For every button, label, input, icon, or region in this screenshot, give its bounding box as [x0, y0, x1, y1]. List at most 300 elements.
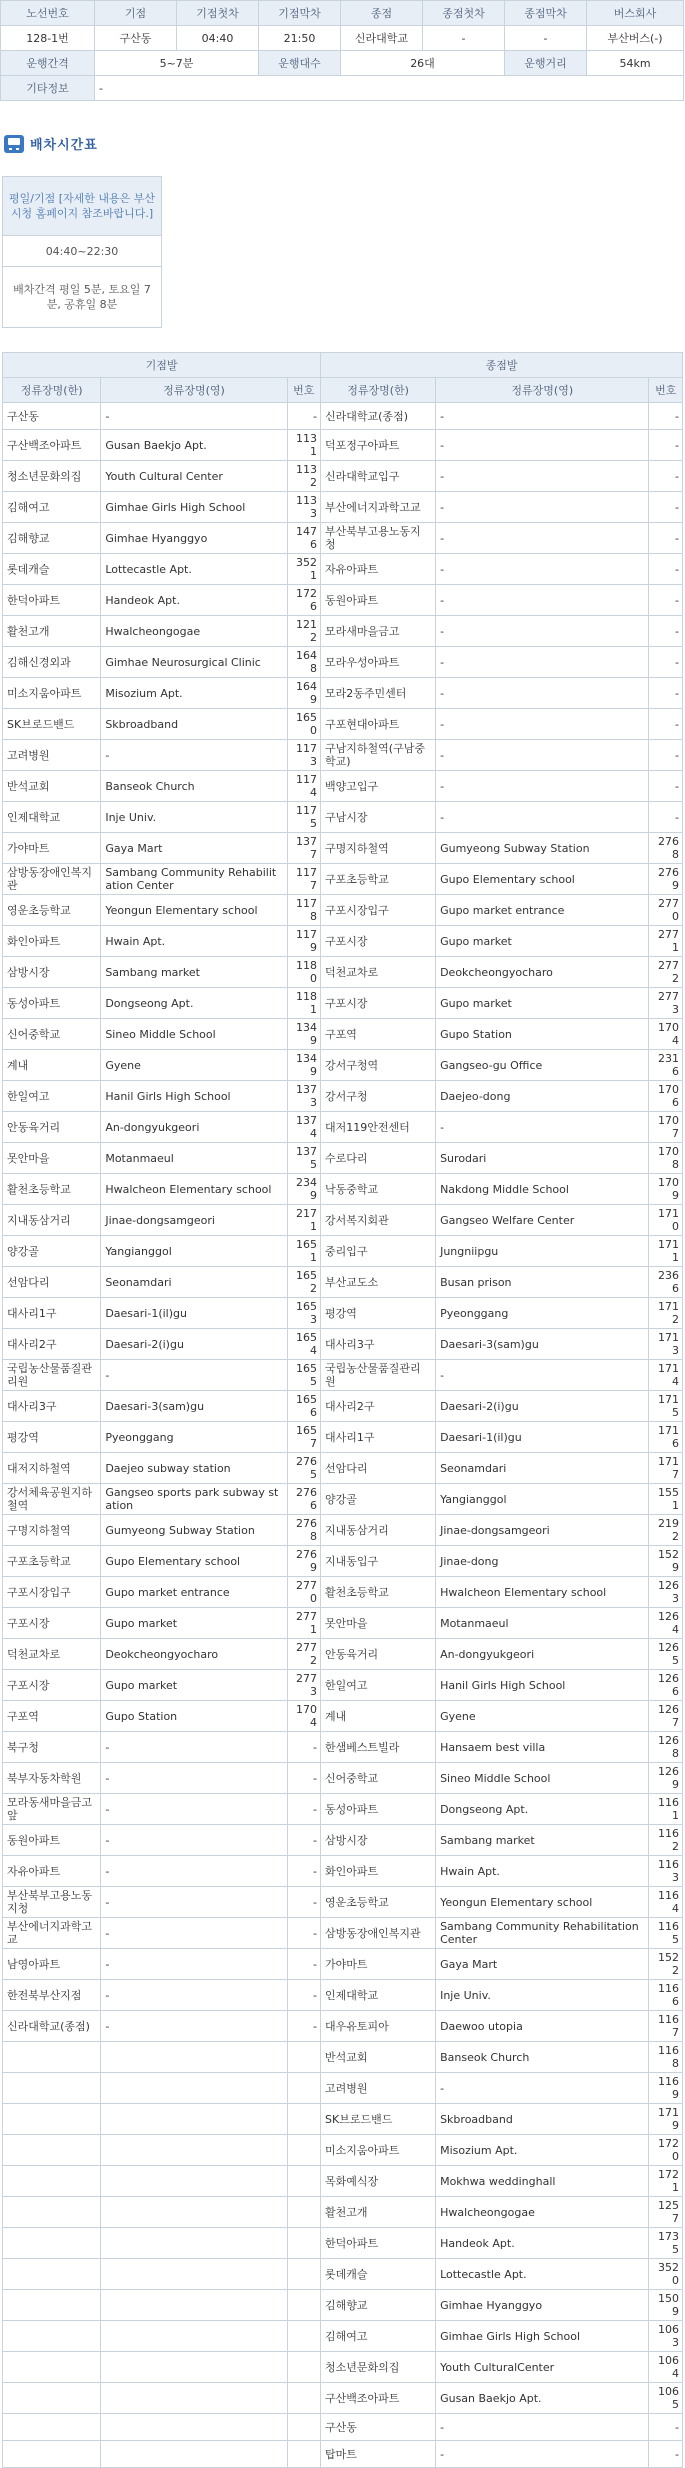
stop-name-kr: [3, 2441, 101, 2468]
stop-number: 1476: [287, 523, 320, 554]
stop-name-kr: 자유아파트: [3, 1856, 101, 1887]
stop-number: 1704: [287, 1701, 320, 1732]
stop-number: 1649: [287, 678, 320, 709]
header-bus-company: 버스회사: [587, 1, 684, 26]
stop-number: 1711: [649, 1236, 683, 1267]
stop-name-en: Mokhwa weddinghall: [436, 2166, 649, 2197]
table-row: [3, 1670, 683, 1701]
stop-name-kr: 덕포정구아파트: [321, 430, 436, 461]
stop-number: 1375: [287, 1143, 320, 1174]
stop-name-en: Misozium Apt.: [101, 678, 287, 709]
stop-name-kr: 고려병원: [321, 2073, 436, 2104]
stop-name-kr: 동성아파트: [3, 988, 101, 1019]
stop-number: 1522: [649, 1949, 683, 1980]
stop-name-kr: 구포시장입구: [3, 1577, 101, 1608]
stop-name-en: [101, 2352, 287, 2383]
stop-name-kr: 구포현대아파트: [321, 709, 436, 740]
stop-name-kr: 못안마을: [321, 1608, 436, 1639]
stop-name-kr: [3, 2228, 101, 2259]
stop-name-kr: 중리입구: [321, 1236, 436, 1267]
stop-name-en: Sambang Community Rehabilitation Center: [436, 1918, 649, 1949]
stop-name-en: Jinae-dong: [436, 1546, 649, 1577]
stop-name-en: Daesari-2(i)gu: [101, 1329, 287, 1360]
stop-number: -: [649, 492, 683, 523]
stop-name-kr: 미소지움아파트: [3, 678, 101, 709]
header-origin: 기점: [95, 1, 177, 26]
stop-name-en: -: [101, 1732, 287, 1763]
stop-name-en: Gupo market: [436, 926, 649, 957]
table-row: [3, 1980, 683, 2011]
table-row: [3, 1794, 683, 1825]
stop-name-kr: 반석교회: [321, 2042, 436, 2073]
stop-number: 1708: [649, 1143, 683, 1174]
stop-name-kr: 대사리3구: [3, 1391, 101, 1422]
stop-name-en: Nakdong Middle School: [436, 1174, 649, 1205]
stop-name-en: Daesari-3(sam)gu: [436, 1329, 649, 1360]
stop-number: [287, 2073, 320, 2104]
stop-number: 2770: [649, 895, 683, 926]
stop-name-en: Sineo Middle School: [101, 1019, 287, 1050]
stop-number: 1735: [649, 2228, 683, 2259]
stop-name-en: [101, 2228, 287, 2259]
value-origin-first: 04:40: [177, 26, 259, 51]
stop-name-kr: 구포시장: [321, 988, 436, 1019]
stop-name-kr: 롯데캐슬: [321, 2259, 436, 2290]
stop-name-kr: 구포역: [3, 1701, 101, 1732]
stop-name-en: [101, 2197, 287, 2228]
table-row: [3, 2441, 683, 2468]
stop-number: 1377: [287, 833, 320, 864]
stop-number: 1373: [287, 1081, 320, 1112]
stop-name-kr: 구포시장: [321, 926, 436, 957]
stop-name-kr: 가야마트: [321, 1949, 436, 1980]
stop-name-en: -: [101, 1825, 287, 1856]
table-row: [3, 895, 683, 926]
stop-number: 1714: [649, 1360, 683, 1391]
stop-name-kr: 영운초등학교: [3, 895, 101, 926]
stop-name-en: Motanmaeul: [436, 1608, 649, 1639]
stop-name-kr: 백양고입구: [321, 771, 436, 802]
table-row: [3, 1360, 683, 1391]
table-row: [3, 1577, 683, 1608]
stop-name-en: [101, 2441, 287, 2468]
stop-number: 2773: [649, 988, 683, 1019]
stop-name-kr: 국립농산물품질관리원: [321, 1360, 436, 1391]
stop-number: [287, 2259, 320, 2290]
schedule-title-text: 배차시간표: [30, 138, 98, 153]
stop-number: -: [287, 1825, 320, 1856]
stop-name-kr: 청소년문화의집: [3, 461, 101, 492]
table-row: [3, 1019, 683, 1050]
table-row: [3, 1608, 683, 1639]
stop-name-en: Jungniipgu: [436, 1236, 649, 1267]
stop-name-en: Hanil Girls High School: [101, 1081, 287, 1112]
stop-name-en: -: [436, 523, 649, 554]
stop-name-kr: 덕천교차로: [3, 1639, 101, 1670]
stop-number: 1162: [649, 1825, 683, 1856]
stop-name-kr: 구산동: [3, 403, 101, 430]
stop-name-en: Gupo market: [101, 1670, 287, 1701]
stop-number: 1706: [649, 1081, 683, 1112]
stop-name-en: -: [436, 2441, 649, 2468]
stop-number: [287, 2166, 320, 2197]
stop-number: 1716: [649, 1422, 683, 1453]
stop-name-en: Hwalcheongogae: [101, 616, 287, 647]
stop-name-kr: 신라대학교(종점): [3, 2011, 101, 2042]
stop-name-en: Gupo Elementary school: [101, 1546, 287, 1577]
stop-name-kr: 탑마트: [321, 2441, 436, 2468]
table-row: [3, 1918, 683, 1949]
table-row: [3, 1143, 683, 1174]
stop-name-en: Gupo market entrance: [101, 1577, 287, 1608]
table-row: [3, 2135, 683, 2166]
stop-name-kr: [3, 2290, 101, 2321]
col-header-no: 번호: [649, 378, 683, 403]
stop-number: [287, 2414, 320, 2441]
table-row: [3, 771, 683, 802]
stop-name-kr: 활천고개: [3, 616, 101, 647]
table-row: [3, 2352, 683, 2383]
stop-number: 1065: [649, 2383, 683, 2414]
stop-name-kr: 한일여고: [3, 1081, 101, 1112]
stop-name-kr: [3, 2197, 101, 2228]
stop-name-kr: 활천고개: [321, 2197, 436, 2228]
schedule-box: [2, 176, 162, 328]
stop-number: 1653: [287, 1298, 320, 1329]
stop-name-en: Sambang market: [436, 1825, 649, 1856]
stop-name-kr: 신라대학교입구: [321, 461, 436, 492]
stop-name-kr: [3, 2042, 101, 2073]
stop-name-kr: [3, 2259, 101, 2290]
stop-name-kr: 대저119안전센터: [321, 1112, 436, 1143]
stop-name-en: -: [436, 678, 649, 709]
stop-number: [287, 2228, 320, 2259]
stop-name-kr: SK브로드밴드: [321, 2104, 436, 2135]
route-info-value-row: [1, 26, 684, 51]
stop-name-kr: 한덕아파트: [321, 2228, 436, 2259]
table-row: [3, 2259, 683, 2290]
stop-name-kr: 구산백조아파트: [3, 430, 101, 461]
stop-name-kr: 한샘베스트빌라: [321, 1732, 436, 1763]
stop-name-en: Gusan Baekjo Apt.: [436, 2383, 649, 2414]
stop-name-kr: 구포초등학교: [3, 1546, 101, 1577]
stop-name-kr: 구포시장입구: [321, 895, 436, 926]
stop-name-en: -: [101, 403, 287, 430]
stop-number: -: [287, 1794, 320, 1825]
stop-name-kr: 구포시장: [3, 1670, 101, 1701]
stop-name-kr: 동원아파트: [321, 585, 436, 616]
stop-number: -: [649, 403, 683, 430]
stop-name-kr: 대사리2구: [321, 1391, 436, 1422]
stop-name-en: -: [101, 1980, 287, 2011]
col-header-kr: 정류장명(한): [321, 378, 436, 403]
stop-number: 1654: [287, 1329, 320, 1360]
stop-name-en: -: [101, 1918, 287, 1949]
table-row: [3, 461, 683, 492]
stop-name-kr: 지내동삼거리: [321, 1515, 436, 1546]
stop-number: -: [287, 1763, 320, 1794]
interval-label: 운행간격: [1, 51, 95, 76]
stop-name-en: -: [436, 771, 649, 802]
stop-name-en: Yeongun Elementary school: [101, 895, 287, 926]
stop-name-kr: [3, 2104, 101, 2135]
stop-name-en: [101, 2073, 287, 2104]
stop-number: [287, 2383, 320, 2414]
col-header-en: 정류장명(영): [101, 378, 287, 403]
stop-name-kr: 모라2동주민센터: [321, 678, 436, 709]
stop-number: -: [287, 1887, 320, 1918]
stop-name-kr: 평강역: [3, 1422, 101, 1453]
stop-name-en: Daewoo utopia: [436, 2011, 649, 2042]
stop-name-en: [101, 2166, 287, 2197]
stop-number: 2349: [287, 1174, 320, 1205]
stop-name-kr: 미소지움아파트: [321, 2135, 436, 2166]
stop-name-en: -: [436, 2073, 649, 2104]
stop-name-kr: 구포초등학교: [321, 864, 436, 895]
stop-name-kr: 강서체육공원지하철역: [3, 1484, 101, 1515]
stop-name-kr: 대사리1구: [321, 1422, 436, 1453]
distance-value: 54km: [587, 51, 684, 76]
stop-name-en: Banseok Church: [101, 771, 287, 802]
header-terminus-last: 종점막차: [505, 1, 587, 26]
stop-name-en: Sambang Community Rehabilitation Center: [101, 864, 287, 895]
stop-number: 1551: [649, 1484, 683, 1515]
stop-number: 1257: [649, 2197, 683, 2228]
stop-number: 3521: [287, 554, 320, 585]
stop-name-en: -: [436, 403, 649, 430]
value-terminus-first: -: [423, 26, 505, 51]
stop-name-kr: 모라우성아파트: [321, 647, 436, 678]
table-row: [3, 1701, 683, 1732]
stop-name-kr: 신라대학교(종점): [321, 403, 436, 430]
stop-number: -: [649, 616, 683, 647]
stop-number: 1163: [649, 1856, 683, 1887]
stop-name-en: Pyeonggang: [436, 1298, 649, 1329]
table-row: [3, 1298, 683, 1329]
stop-name-kr: 구산백조아파트: [321, 2383, 436, 2414]
stop-number: [287, 2135, 320, 2166]
table-row: [3, 802, 683, 833]
stop-number: [287, 2441, 320, 2468]
stop-number: 3520: [649, 2259, 683, 2290]
stop-name-en: -: [436, 709, 649, 740]
table-row: [3, 2321, 683, 2352]
stops-table: [2, 352, 683, 2468]
route-info-header-row: [1, 1, 684, 26]
stop-name-en: Deokcheongyocharo: [101, 1639, 287, 1670]
stop-name-en: Gangseo Welfare Center: [436, 1205, 649, 1236]
stop-name-en: Dongseong Apt.: [101, 988, 287, 1019]
stop-name-kr: 한덕아파트: [3, 585, 101, 616]
stop-name-kr: 부산에너지과학고교: [3, 1918, 101, 1949]
table-row: [3, 1205, 683, 1236]
stop-number: 1263: [649, 1577, 683, 1608]
stop-name-en: Sambang market: [101, 957, 287, 988]
stop-name-kr: 가야마트: [3, 833, 101, 864]
stop-number: 1704: [649, 1019, 683, 1050]
stop-number: 1717: [649, 1453, 683, 1484]
stop-name-kr: 한일여고: [321, 1670, 436, 1701]
stop-name-kr: 롯데캐슬: [3, 554, 101, 585]
stop-number: 1169: [649, 2073, 683, 2104]
stop-number: [287, 2290, 320, 2321]
stop-number: 1349: [287, 1019, 320, 1050]
stop-number: 2770: [287, 1577, 320, 1608]
stop-name-en: Gangseo-gu Office: [436, 1050, 649, 1081]
stop-name-en: -: [436, 616, 649, 647]
stop-name-en: Gimhae Hyanggyo: [101, 523, 287, 554]
schedule-time: 04:40~22:30: [3, 236, 162, 267]
route-info-stats-row: [1, 51, 684, 76]
col-header-no: 번호: [287, 378, 320, 403]
stop-name-en: -: [436, 802, 649, 833]
table-row: [3, 678, 683, 709]
stop-name-kr: 계내: [321, 1701, 436, 1732]
stop-number: -: [649, 585, 683, 616]
etc-value: -: [95, 76, 684, 101]
stop-number: 1726: [287, 585, 320, 616]
stop-name-en: -: [101, 2011, 287, 2042]
stop-name-en: Daesari-2(i)gu: [436, 1391, 649, 1422]
table-row: [3, 740, 683, 771]
stop-number: 1707: [649, 1112, 683, 1143]
stop-number: 1212: [287, 616, 320, 647]
stop-number: -: [287, 403, 320, 430]
stop-number: -: [287, 2011, 320, 2042]
stop-name-kr: 고려병원: [3, 740, 101, 771]
stop-name-kr: 구포시장: [3, 1608, 101, 1639]
stop-name-en: Youth Cultural Center: [101, 461, 287, 492]
stop-name-kr: 대사리1구: [3, 1298, 101, 1329]
stop-name-kr: 삼방시장: [3, 957, 101, 988]
table-row: [3, 2197, 683, 2228]
stop-name-kr: 인제대학교: [3, 802, 101, 833]
stop-number: -: [287, 1732, 320, 1763]
stop-name-en: Gupo Elementary school: [436, 864, 649, 895]
stop-number: 2771: [287, 1608, 320, 1639]
stop-name-en: -: [436, 461, 649, 492]
stop-number: 2171: [287, 1205, 320, 1236]
table-row: [3, 1856, 683, 1887]
route-info-etc-row: [1, 76, 684, 101]
stop-name-en: Lottecastle Apt.: [436, 2259, 649, 2290]
stop-number: 2769: [287, 1546, 320, 1577]
stop-name-kr: 부산북부고용노동지청: [3, 1887, 101, 1918]
stop-name-kr: [3, 2135, 101, 2166]
stop-number: [287, 2352, 320, 2383]
stop-name-kr: 대저지하철역: [3, 1453, 101, 1484]
stop-name-kr: 화인아파트: [3, 926, 101, 957]
stop-name-en: Gimhae Hyanggyo: [436, 2290, 649, 2321]
stop-number: 1652: [287, 1267, 320, 1298]
stop-name-en: Seonamdari: [436, 1453, 649, 1484]
stop-name-en: [101, 2321, 287, 2352]
stop-name-en: Hansaem best villa: [436, 1732, 649, 1763]
header-route-number: 노선번호: [1, 1, 95, 26]
stop-number: -: [649, 2441, 683, 2468]
table-row: [3, 1112, 683, 1143]
stop-name-kr: 구명지하철역: [321, 833, 436, 864]
stop-name-kr: 구남시장: [321, 802, 436, 833]
stop-name-en: -: [101, 1887, 287, 1918]
stop-name-en: Hwalcheon Elementary school: [101, 1174, 287, 1205]
table-row: [3, 1236, 683, 1267]
stop-number: -: [649, 740, 683, 771]
stop-name-en: Gumyeong Subway Station: [436, 833, 649, 864]
stop-number: 1266: [649, 1670, 683, 1701]
stop-number: 1133: [287, 492, 320, 523]
stop-number: 1178: [287, 895, 320, 926]
stop-name-en: Skbroadband: [101, 709, 287, 740]
stop-name-kr: 신어중학교: [3, 1019, 101, 1050]
stop-number: -: [649, 678, 683, 709]
stop-name-en: -: [101, 1360, 287, 1391]
table-row: [3, 2011, 683, 2042]
col-header-kr: 정류장명(한): [3, 378, 101, 403]
stop-name-en: -: [436, 585, 649, 616]
stop-number: -: [649, 647, 683, 678]
stop-number: [287, 2321, 320, 2352]
count-value: 26대: [341, 51, 505, 76]
stop-number: 1374: [287, 1112, 320, 1143]
value-origin-last: 21:50: [259, 26, 341, 51]
stop-number: 1265: [649, 1639, 683, 1670]
stop-number: 1063: [649, 2321, 683, 2352]
table-row: [3, 1081, 683, 1112]
stop-number: 1710: [649, 1205, 683, 1236]
stop-name-kr: 김해향교: [3, 523, 101, 554]
table-row: [3, 1422, 683, 1453]
stop-name-kr: 활천초등학교: [321, 1577, 436, 1608]
table-row: [3, 1267, 683, 1298]
stop-name-en: Hwain Apt.: [436, 1856, 649, 1887]
stop-number: 1175: [287, 802, 320, 833]
table-row: [3, 616, 683, 647]
stop-name-en: -: [436, 1360, 649, 1391]
stop-name-en: -: [436, 554, 649, 585]
stop-name-kr: 모라새마을금고: [321, 616, 436, 647]
group-header-terminus: 종점발: [321, 353, 683, 378]
stop-name-kr: 반석교회: [3, 771, 101, 802]
interval-value: 5~7분: [95, 51, 259, 76]
stop-number: 1269: [649, 1763, 683, 1794]
table-row: [3, 554, 683, 585]
stop-number: 1173: [287, 740, 320, 771]
group-header-origin: 기점발: [3, 353, 321, 378]
stop-name-en: Gyene: [101, 1050, 287, 1081]
stop-number: 1177: [287, 864, 320, 895]
stop-name-en: Surodari: [436, 1143, 649, 1174]
stop-name-kr: 국립농산물품질관리원: [3, 1360, 101, 1391]
stop-number: 1161: [649, 1794, 683, 1825]
stop-name-kr: 한전북부산지점: [3, 1980, 101, 2011]
stop-number: 1529: [649, 1546, 683, 1577]
stop-name-kr: 삼방시장: [321, 1825, 436, 1856]
stop-name-kr: 김해향교: [321, 2290, 436, 2321]
stop-name-en: -: [436, 740, 649, 771]
stop-name-kr: 부산교도소: [321, 1267, 436, 1298]
stop-name-en: Gupo Station: [436, 1019, 649, 1050]
stop-name-en: Gupo market: [436, 988, 649, 1019]
stop-name-en: Jinae-dongsamgeori: [101, 1205, 287, 1236]
stops-column-header-row: [3, 378, 683, 403]
stop-name-en: Hwalcheongogae: [436, 2197, 649, 2228]
stop-name-en: Motanmaeul: [101, 1143, 287, 1174]
stop-name-en: [101, 2414, 287, 2441]
stop-number: 1181: [287, 988, 320, 1019]
stop-name-en: Busan prison: [436, 1267, 649, 1298]
stop-name-en: -: [101, 1794, 287, 1825]
